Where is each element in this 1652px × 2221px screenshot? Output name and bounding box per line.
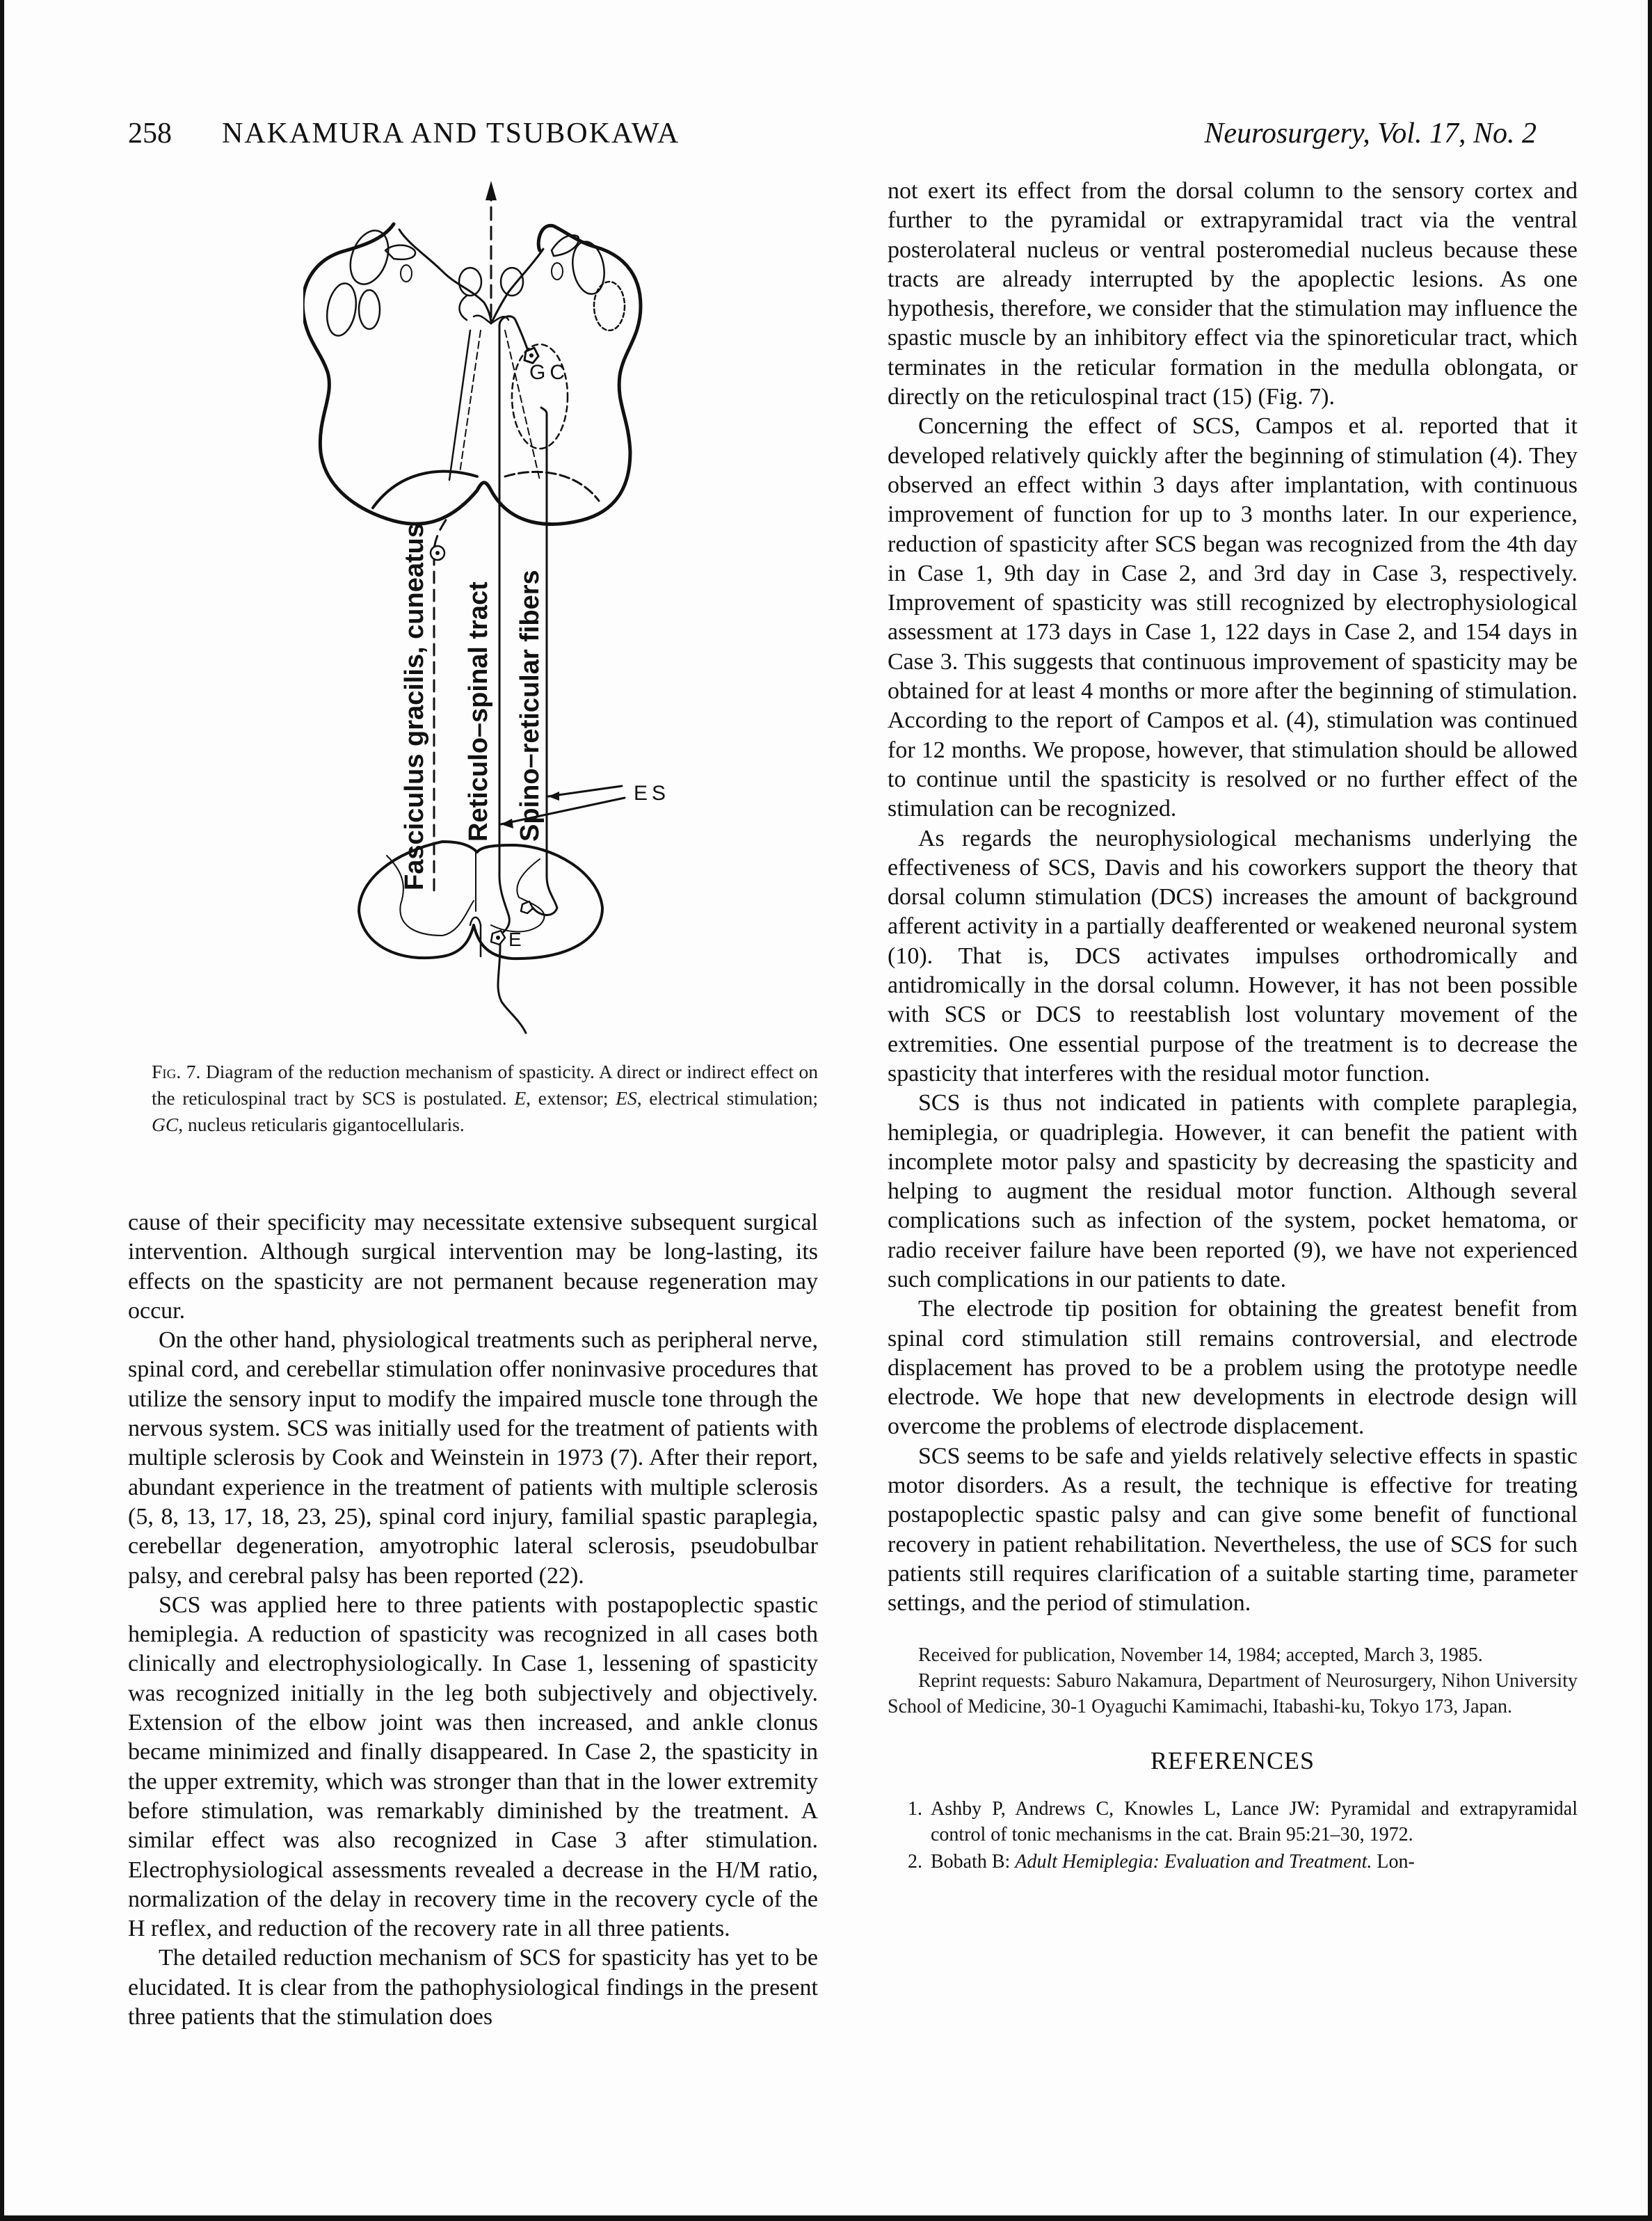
- paragraph: SCS is thus not indicated in patients with complete paraplegia, hemiplegia, or quadriplegia. However, it can benefit the patient with incomplete motor palsy and spasticity by decreasing the spasticity and helping to augment the residual motor function. Although several complications such as infection of the system, pocket hematoma, or radio receiver failure have been reported (9), we have not experienced such complications in our patients to date.: [888, 1090, 1578, 1292]
- article-notes: [888, 1642, 1578, 1719]
- paragraph: The detailed reduction mechanism of SCS for spasticity has yet to be elucidated. It is clear from the pathophysiological findings in the present three patients that the stimulation does: [128, 1945, 818, 2030]
- reference-publisher: Lon-: [1372, 1850, 1415, 1873]
- fasciculus-dashed-line: [434, 515, 449, 890]
- label-fasciculus: Fasciculus gracilis, cuneatus: [400, 523, 429, 890]
- label-e: E: [508, 929, 522, 950]
- reference-number: 1.: [908, 1797, 922, 1820]
- pyramid-right: [505, 472, 599, 501]
- caption-text: Diagram of the reduction mechanism of spasticity. A direct or indirect effect on the reticulospinal tract by SCS is postulated.: [152, 1061, 819, 1109]
- received-note: Received for publication, November 14, 1984; accepted, March 3, 1985.: [918, 1644, 1483, 1666]
- reference-text: Ashby P, Andrews C, Knowles L, Lance JW: Pyramidal and extrapyramidal control of tonic mechanisms in the cat. Brain 95:21–30, 1972.: [931, 1797, 1578, 1845]
- figure-label: Fig. 7.: [152, 1061, 201, 1082]
- running-head-journal: Neurosurgery, Vol. 17, No. 2: [1204, 118, 1537, 150]
- label-spinoreticular: Spino–reticular fibers: [515, 570, 545, 842]
- label-es: ES: [634, 782, 671, 805]
- reference-text: [931, 1849, 1578, 1875]
- pyramid-left: [373, 472, 477, 508]
- brainstem-spinal-cord-diagram: [303, 174, 735, 1036]
- page-number: 258: [128, 118, 172, 150]
- paragraph: cause of their specificity may necessitate extensive subsequent surgical intervention. Although surgical intervention may be long-lasting, its effects on the spasticity are not permanent because regeneration may occur.: [128, 1210, 818, 1324]
- dorsal-horn-neuron-icon: [521, 901, 533, 913]
- paragraph: SCS was applied here to three patients with postapoplectic spastic hemiplegia. A reduction of spasticity was recognized in all cases both clinically and electrophysiologically. In Case 1, lessening of spasticity was recognized initially in the leg both subjectively and objectively. Extension of the elbow joint was then increased, and ankle clonus became minimized and finally disappeared. In Case 2, the spasticity in the upper extremity, which was stronger than that in the lower extremity before stimulation, was remarkably diminished by the treatment. A similar effect was also recognized in Case 3 after stimulation. Electrophysiological assessments revealed a decrease in the H/M ratio, normalization of the delay in recovery time in the recovery cycle of the H reflex, and reduction of the recovery rate in all three patients.: [128, 1591, 818, 1942]
- caption-abbr-e: E: [514, 1087, 527, 1109]
- reference-item: [888, 1849, 1578, 1875]
- label-reticulospinal: Reticulo–spinal tract: [464, 582, 493, 842]
- right-column: [888, 177, 1578, 1876]
- figure-caption: [152, 1059, 818, 1138]
- caption-abbr-es: ES: [616, 1087, 637, 1109]
- reprint-note: Reprint requests: Saburo Nakamura, Department of Neurosurgery, Nihon University School of Medicine, 30-1 Oyaguchi Kamimachi, Itabashi-ku, Tokyo 173, Japan.: [888, 1669, 1578, 1717]
- fasciculus-neuron-icon: [431, 546, 444, 560]
- reference-item: [888, 1796, 1578, 1847]
- medulla-dorsal-groove-left: [399, 230, 491, 323]
- caption-text: , nucleus reticularis gigantocellularis.: [178, 1114, 465, 1135]
- caption-text: , extensor;: [526, 1087, 616, 1109]
- paragraph: Concerning the effect of SCS, Campos et al. reported that it developed relatively quickly after the beginning of stimulation (4). They observed an effect within 3 days after implantation, with continuous improvement of function for up to 3 months later. In our experience, reduction of spasticity after SCS began was recognized from the 4th day in Case 1, 9th day in Case 2, and 3rd day in Case 3, respectively. Improvement of spasticity was still recognized by electrophysiological assessment at 173 days in Case 1, 122 days in Case 2, and 154 days in Case 3. This suggests that continuous improvement of spasticity may be obtained for at least 4 months or more after the beginning of stimulation. According to the report of Campos et al. (4), stimulation was continued for 12 months. We propose, however, that stimulation should be allowed to continue until the spasticity is resolved or no further effect of the stimulation can be recognized.: [888, 413, 1578, 822]
- paragraph: SCS seems to be safe and yields relatively selective effects in spastic motor disorders. As a result, the technique is effective for treating postapoplectic spastic palsy and can give some benefit of functional recovery in patient rehabilitation. Nevertheless, the use of SCS for such patients still requires clarification of a suitable starting time, parameter settings, and the period of stimulation.: [888, 1443, 1578, 1617]
- paragraph: The electrode tip position for obtaining the greatest benefit from spinal cord stimulation still remains controversial, and electrode displacement has proved to be a problem using the prototype needle electrode. We hope that new developments in electrode design will overcome the problems of electrode displacement.: [888, 1296, 1578, 1440]
- paragraph: On the other hand, physiological treatments such as peripheral nerve, spinal cord, and cerebellar stimulation offer noninvasive procedures that utilize the sensory input to modify the impaired muscle tone through the nervous system. SCS was initially used for the treatment of patients with multiple sclerosis by Cook and Weinstein in 1973 (7). After their report, abundant experience in the treatment of patients with multiple sclerosis (5, 8, 13, 17, 18, 23, 25), spinal cord injury, familial spastic paraplegia, cerebellar degeneration, amyotrophic lateral sclerosis, pseudobulbar palsy, and cerebral palsy has been reported (22).: [128, 1327, 818, 1589]
- label-gc: GC: [529, 361, 569, 384]
- medulla-dorsal-groove-right: [491, 249, 543, 323]
- caption-text: , electrical stimulation;: [636, 1087, 819, 1109]
- paragraph: As regards the neurophysiological mechanisms underlying the effectiveness of SCS, Davis and his coworkers support the theory that dorsal column stimulation (DCS) increases the amount of background afferent activity in a partially deafferented or weakened neuronal system (10). That is, DCS activates impulses orthodromically and antidromically in the dorsal column. However, it has not been possible with SCS or DCS to reestablish lost voluntary movement of the extremities. One essential purpose of the treatment is to decrease the spasticity that interferes with the residual motor function.: [888, 825, 1578, 1087]
- reference-title: Adult Hemiplegia: Evaluation and Treatment.: [1015, 1850, 1372, 1873]
- right-column-body: [888, 177, 1578, 1619]
- reference-number: 2.: [908, 1850, 922, 1873]
- arrowhead-icon: [486, 181, 497, 200]
- references-list: [888, 1796, 1578, 1875]
- reference-author: Bobath B:: [931, 1850, 1016, 1873]
- paragraph: not exert its effect from the dorsal column to the sensory cortex and further to the pyramidal or extrapyramidal tract via the ventral posterolateral nucleus or ventral posteromedial nucleus because these tracts are already interrupted by the apoplectic lesions. As one hypothesis, therefore, we consider that the stimulation may influence the spastic muscle by an inhibitory effect via the spinoreticular tract, which terminates in the reticular formation in the medulla oblongata, or directly on the reticulospinal tract (15) (Fig. 7).: [888, 178, 1578, 410]
- extensor-neuron-icon: [491, 931, 505, 945]
- caption-abbr-gc: GC: [152, 1114, 179, 1135]
- running-head: [128, 117, 1537, 159]
- medulla-outline: [303, 224, 641, 524]
- figure-7-diagram: [303, 174, 735, 1036]
- references-heading: REFERENCES: [1150, 1746, 1315, 1774]
- left-column-body: [128, 1208, 818, 2032]
- running-head-authors: NAKAMURA AND TSUBOKAWA: [222, 118, 680, 150]
